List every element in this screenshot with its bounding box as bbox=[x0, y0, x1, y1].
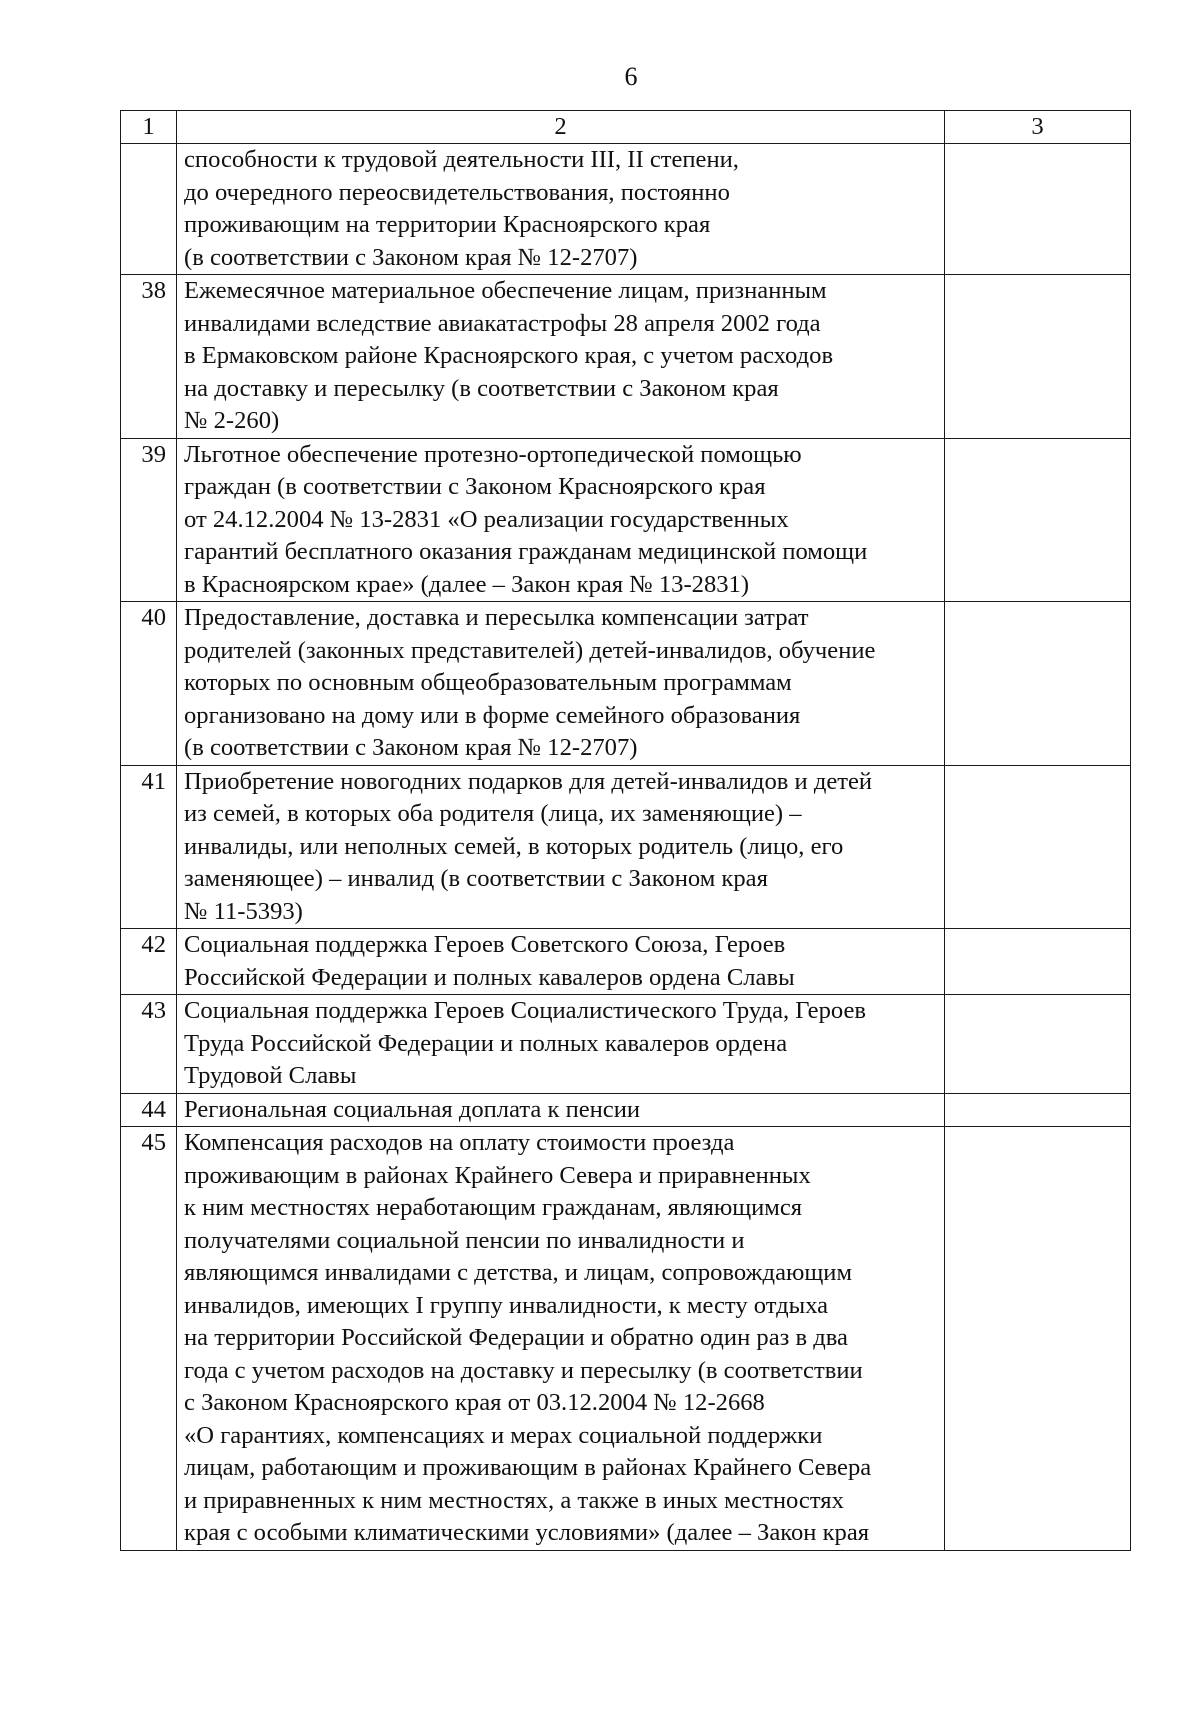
row-column-3 bbox=[945, 765, 1131, 929]
description-line: гарантий бесплатного оказания гражданам медицинской помощи bbox=[184, 538, 868, 565]
description-line: (в соответствии с Законом края № 12-2707) bbox=[184, 243, 638, 271]
row-description bbox=[177, 144, 945, 275]
table-row bbox=[121, 1093, 1131, 1127]
description-line: получателями социальной пенсии по инвалидности и bbox=[184, 1226, 745, 1254]
description-line: «О гарантиях, компенсациях и мерах социальной поддержки bbox=[184, 1421, 823, 1449]
table-row bbox=[121, 602, 1131, 766]
description-line: в Ермаковском районе Красноярского края, с учетом расходов bbox=[184, 342, 834, 369]
row-number bbox=[121, 144, 177, 275]
column-header-2: 2 bbox=[177, 111, 945, 144]
description-line: организовано на дому или в форме семейного образования bbox=[184, 701, 801, 729]
description-line: проживающим на территории Красноярского края bbox=[184, 211, 711, 238]
description-line: Ежемесячное материальное обеспечение лицам, признанным bbox=[184, 277, 827, 304]
row-description bbox=[177, 929, 945, 995]
table-row bbox=[121, 275, 1131, 439]
table-row bbox=[121, 438, 1131, 602]
description-line: Предоставление, доставка и пересылка компенсации затрат bbox=[184, 604, 809, 631]
description-line: являющимся инвалидами с детства, и лицам, сопровождающим bbox=[184, 1259, 853, 1286]
description-line: Приобретение новогодних подарков для детей-инвалидов и детей bbox=[184, 767, 873, 795]
row-description bbox=[177, 275, 945, 439]
row-description bbox=[177, 438, 945, 602]
row-column-3 bbox=[945, 438, 1131, 602]
row-number: 45 bbox=[121, 1127, 177, 1551]
row-column-3 bbox=[945, 1093, 1131, 1127]
description-line: Труда Российской Федерации и полных кавалеров ордена bbox=[184, 1029, 788, 1057]
description-line: на доставку и пересылку (в соответствии с Законом края bbox=[184, 374, 779, 402]
description-line: года с учетом расходов на доставку и пересылку (в соответствии bbox=[184, 1356, 863, 1384]
row-number: 39 bbox=[121, 438, 177, 602]
description-line: Региональная социальная доплата к пенсии bbox=[184, 1095, 641, 1123]
description-line: из семей, в которых оба родителя (лица, их заменяющие) – bbox=[184, 800, 802, 827]
table-header-row bbox=[121, 111, 1131, 144]
row-number: 38 bbox=[121, 275, 177, 439]
table-row bbox=[121, 929, 1131, 995]
row-column-3 bbox=[945, 275, 1131, 439]
row-number: 41 bbox=[121, 765, 177, 929]
description-line: в Красноярском крае» (далее – Закон края № 13-2831) bbox=[184, 570, 750, 598]
column-header-1: 1 bbox=[121, 111, 177, 144]
column-header-3: 3 bbox=[945, 111, 1131, 144]
row-number: 40 bbox=[121, 602, 177, 766]
description-line: способности к трудовой деятельности III, II степени, bbox=[184, 146, 739, 173]
row-number: 42 bbox=[121, 929, 177, 995]
description-line: граждан (в соответствии с Законом Красноярского края bbox=[184, 473, 766, 500]
description-line: Льготное обеспечение протезно-ортопедической помощью bbox=[184, 440, 802, 468]
description-line: края с особыми климатическими условиями» (далее – Закон края bbox=[184, 1519, 870, 1546]
table-row bbox=[121, 1127, 1131, 1551]
description-line: № 11-5393) bbox=[184, 897, 303, 925]
description-line: Трудовой Славы bbox=[184, 1062, 357, 1089]
description-line: Компенсация расходов на оплату стоимости проезда bbox=[184, 1129, 735, 1156]
row-number: 44 bbox=[121, 1093, 177, 1127]
description-line: Социальная поддержка Героев Социалистического Труда, Героев bbox=[184, 997, 866, 1024]
row-number: 43 bbox=[121, 995, 177, 1094]
description-line: с Законом Красноярского края от 03.12.2004 № 12-2668 bbox=[184, 1389, 765, 1416]
description-line: и приравненных к ним местностях, а также в иных местностях bbox=[184, 1486, 844, 1514]
description-line: к ним местностях неработающим гражданам, являющимся bbox=[184, 1194, 803, 1221]
description-line: Российской Федерации и полных кавалеров ордена Славы bbox=[184, 963, 795, 991]
row-description bbox=[177, 765, 945, 929]
description-line: лицам, работающим и проживающим в районах Крайнего Севера bbox=[184, 1454, 872, 1481]
row-column-3 bbox=[945, 602, 1131, 766]
description-line: от 24.12.2004 № 13-2831 «О реализации государственных bbox=[184, 505, 789, 533]
description-line: (в соответствии с Законом края № 12-2707) bbox=[184, 734, 638, 761]
description-line: заменяющее) – инвалид (в соответствии с Законом края bbox=[184, 865, 768, 892]
row-description bbox=[177, 1093, 945, 1127]
table-row bbox=[121, 144, 1131, 275]
benefits-table bbox=[120, 110, 1131, 1551]
row-description bbox=[177, 602, 945, 766]
description-line: родителей (законных представителей) детей-инвалидов, обучение bbox=[184, 636, 876, 664]
row-description bbox=[177, 995, 945, 1094]
description-line: на территории Российской Федерации и обратно один раз в два bbox=[184, 1324, 848, 1351]
description-line: до очередного переосвидетельствования, постоянно bbox=[184, 178, 730, 206]
description-line: № 2-260) bbox=[184, 407, 280, 434]
description-line: Социальная поддержка Героев Советского Союза, Героев bbox=[184, 931, 786, 958]
row-column-3 bbox=[945, 1127, 1131, 1551]
description-line: инвалидов, имеющих I группу инвалидности, к месту отдыха bbox=[184, 1291, 829, 1319]
row-description bbox=[177, 1127, 945, 1551]
description-line: проживающим в районах Крайнего Севера и приравненных bbox=[184, 1161, 811, 1189]
page-number: 6 bbox=[624, 62, 638, 91]
row-column-3 bbox=[945, 929, 1131, 995]
row-column-3 bbox=[945, 995, 1131, 1094]
table-row bbox=[121, 765, 1131, 929]
description-line: которых по основным общеобразовательным программам bbox=[184, 669, 792, 696]
table-row bbox=[121, 995, 1131, 1094]
row-column-3 bbox=[945, 144, 1131, 275]
description-line: инвалиды, или неполных семей, в которых родитель (лицо, его bbox=[184, 832, 844, 860]
description-line: инвалидами вследствие авиакатастрофы 28 апреля 2002 года bbox=[184, 309, 821, 337]
